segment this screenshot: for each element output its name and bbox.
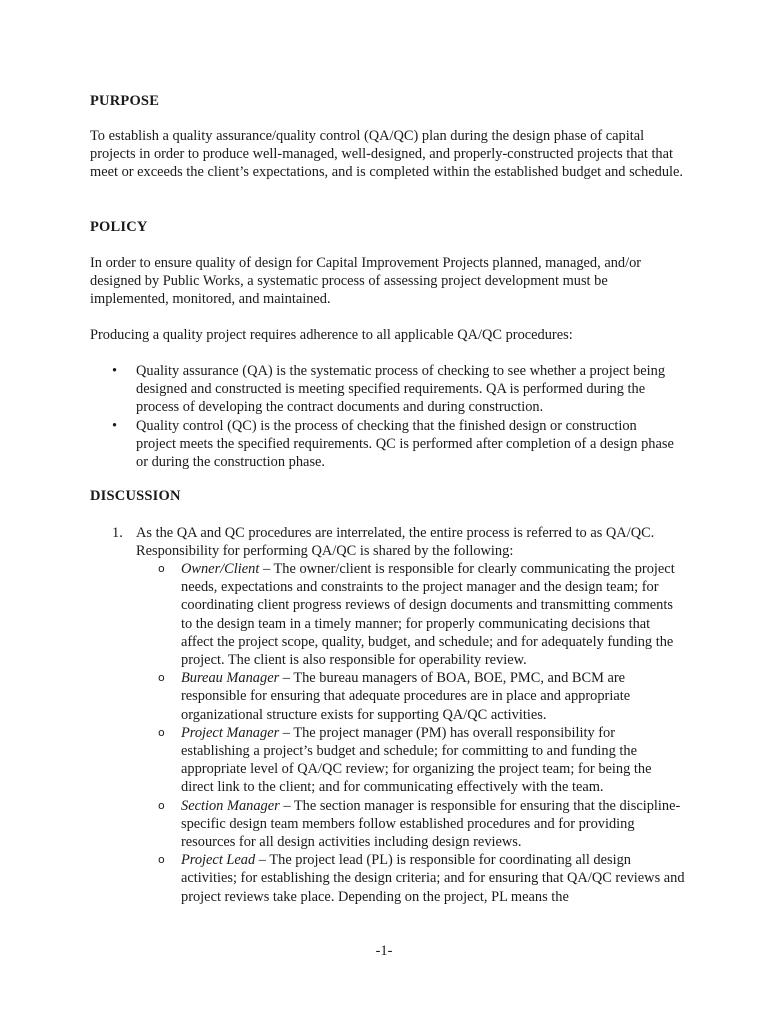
role-description: – The project manager (PM) has overall responsibility for establishing a project’s budget and schedule; for committing to and funding the appropriate level of QA/QC review; for organizing the project team; for being the direct link to the client; and for communicating effectively with the team. [181,724,652,796]
role-name: Project Manager [181,724,280,741]
policy-bullet-list [108,362,678,471]
list-item [108,362,678,417]
list-item [156,560,686,669]
role-description: – The owner/client is responsible for clearly communicating the project needs, expectations and constraints to the project manager and the design team; for coordinating client progress reviews of design documents and transmitting comments to the design team in a timely manner; for properly communicating decisions that affect the project scope, quality, budget, and schedule; and for adequately funding the project. The client is also responsible for operability review. [181,561,675,669]
bullet-marker: • [112,363,118,379]
sub-bullet-marker: o [158,853,165,867]
discussion-heading: DISCUSSION [90,488,181,504]
sub-bullet-marker: o [158,798,165,812]
list-item [108,417,678,472]
list-item [156,669,686,724]
bullet-text: Quality control (QC) is the process of checking that the finished design or construction project meets the specified requirements. QC is performed after completion of a design phase or during the construction phase. [136,417,674,471]
role-description: – The bureau managers of BOA, BOE, PMC, and BCM are responsible for ensuring that adequate procedures are in place and appropriate organizational structure exists for supporting QA/QC activities. [181,670,631,723]
role-name: Owner/Client [181,561,260,577]
role-name: Bureau Manager [181,670,280,687]
numbered-item-marker: 1. [112,525,123,541]
list-item [156,851,686,906]
policy-paragraph: In order to ensure quality of design for Capital Improvement Projects planned, managed, and/or designed by Public Works, a systematic process of assessing project development must be implemented, monitored, and maintained. [90,255,642,308]
role-name: Project Lead [181,852,256,869]
bullet-marker: • [112,417,118,434]
sub-bullet-marker: o [158,725,165,739]
purpose-paragraph: To establish a quality assurance/quality control (QA/QC) plan during the design phase of capital projects in order to produce well-managed, well-designed, and properly-constructed projects that that meet or exceeds the client’s expectations, and is completed within the established budget and schedule. [90,128,684,181]
role-name: Section Manager [181,797,280,814]
list-item [156,797,686,852]
sub-bullet-marker: o [158,671,165,685]
list-item [156,724,686,797]
bullet-text: Quality assurance (QA) is the systematic process of checking to see whether a project being designed and constructed is meeting specified requirements. QA is performed during the process of developing the contract documents and during construction. [136,363,666,416]
numbered-item-1 [112,524,672,560]
purpose-heading: PURPOSE [90,93,160,109]
policy-heading: POLICY [90,219,148,235]
responsibility-list [156,560,686,906]
role-description: – The section manager is responsible for ensuring that the discipline-specific design team members follow established procedures and for providing resources for all design activities including design reviews. [181,797,681,851]
numbered-item-text: As the QA and QC procedures are interrelated, the entire process is referred to as QA/QC. Responsibility for performing QA/QC is shared by the following: [136,525,655,560]
sub-bullet-marker: o [158,562,165,575]
role-description: – The project lead (PL) is responsible for coordinating all design activities; for establishing the design criteria; and for ensuring that QA/QC reviews and project reviews take place. Depending on the project, PL means the [181,852,685,905]
page-number: -1- [375,943,393,959]
policy-intro-paragraph: Producing a quality project requires adherence to all applicable QA/QC procedures: [90,327,573,343]
